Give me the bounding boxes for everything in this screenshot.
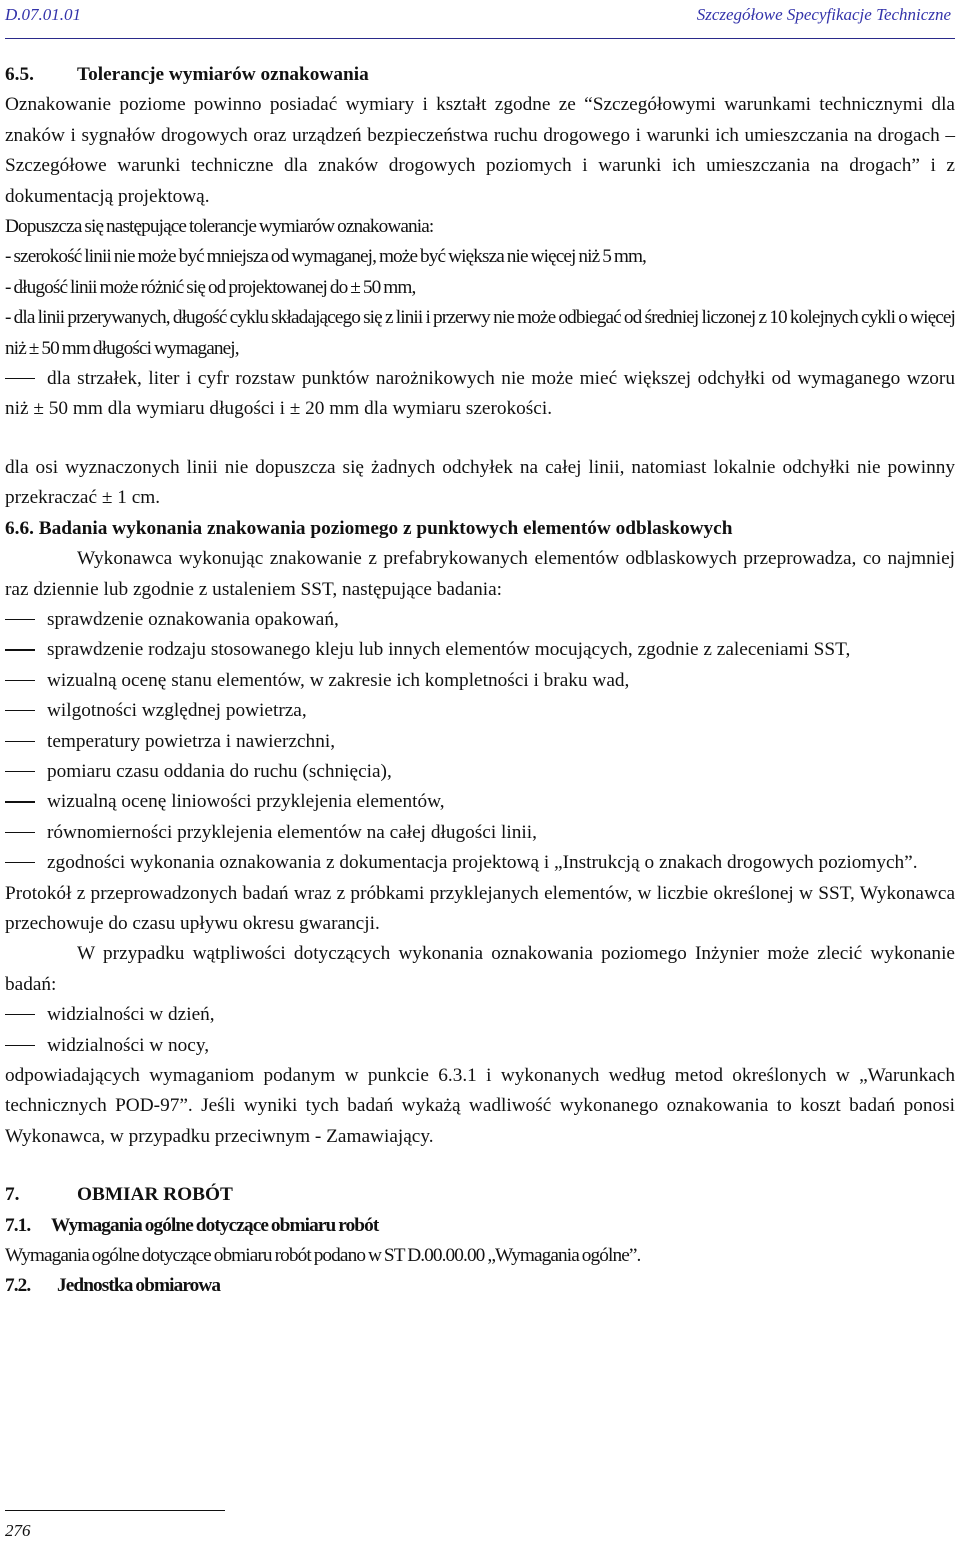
page-number: 276 [5,1521,31,1540]
tolerances-lead: Dopuszcza się następujące tolerancje wymiarów oznakowania: [5,216,434,238]
section-7-1-text: Wymagania ogólne dotyczące obmiaru robót podano w ST D.00.00.00 „Wymagania ogólne”. [5,1245,641,1267]
axis-tolerance-paragraph: dla osi wyznaczonych linii nie dopuszcza się żadnych odchyłek na całej linii, natomiast lokalnie odchyłki nie powinny przekraczać ± 1 cm. [5,456,955,509]
page-footer [5,1510,225,1541]
closing-paragraph: odpowiadających wymaganiom podanym w punkcie 6.3.1 i wykonanych według metod określonych w „Warunkach technicznych POD-97”. Jeśli wyniki tych badań wykażą wadliwość wykonanego oznakowania to koszt badań ponosi Wykonawca, w przypadku przeciwnym - Zamawiający. [5,1065,955,1147]
doubts-paragraph: W przypadku wątpliwości dotyczących wykonania oznakowania poziomego Inżynier może zlecić wykonanie badań: [5,943,955,995]
section-7-2-heading [5,1271,955,1301]
list-item: zgodności wykonania oznakowania z dokumentacja projektową i „Instrukcją o znakach drogowych poziomych”. [5,848,955,878]
dash-bullet [5,862,35,863]
tolerance-item: - szerokość linii nie może być mniejsza od wymaganej, może być większa nie więcej niż 5 mm, [5,246,646,268]
section-6-6-intro: Wykonawca wykonując znakowanie z prefabrykowanych elementów odblaskowych przeprowadza, co najmniej raz dziennie lub zgodnie z ustaleniem SST, następujące badania: [5,548,955,600]
section-title: OBMIAR ROBÓT [77,1184,233,1206]
protocol-paragraph: Protokół z przeprowadzonych badań wraz z próbkami przyklejanych elementów, w liczbie określonej w SST, Wykonawca przechowuje do czasu upływu okresu gwarancji. [5,882,955,934]
section-title: Jednostka obmiarowa [57,1275,221,1297]
list-item: widzialności w nocy, [5,1031,955,1061]
list-item: sprawdzenie oznakowania opakowań, [5,605,955,635]
section-6-5-heading [5,60,955,90]
dash-bullet [5,680,35,681]
section-6-6-heading [5,514,955,544]
list-item: temperatury powietrza i nawierzchni, [5,727,955,757]
dash-bullet [5,741,35,742]
tolerance-item: - dla linii przerywanych, długość cyklu składającego się z linii i przerwy nie może odbiegać od średniej liczonej z 10 kolejnych cykli o więcej niż ± 50 mm długości wymaganej, [5,307,955,359]
tolerance-item: - długość linii może różnić się od projektowanej do ± 50 mm, [5,276,416,298]
section-7-heading [5,1180,955,1210]
section-6-5-intro: Oznakowanie poziome powinno posiadać wymiary i kształt zgodne ze “Szczegółowymi warunkami technicznymi dla znaków i sygnałów drogowych oraz urządzeń bezpieczeństwa ruchu drogowego i warunki ich umieszczania na drogach – Szczegółowe warunki techniczne dla znaków drogowych poziomych i warunki ich umieszczania na drogach” i z dokumentacją projektową. [5,94,955,207]
dash-bullet [5,771,35,772]
dash-bullet [5,832,35,833]
list-item: równomierności przyklejenia elementów na całej długości linii, [5,818,955,848]
section-number: 6.5. [5,64,34,85]
section-number: 6.6. [5,517,34,539]
list-item: sprawdzenie rodzaju stosowanego kleju lub innych elementów mocujących, zgodnie z zaleceniami SST, [5,635,955,665]
page-header [5,0,955,39]
list-item: widzialności w dzień, [5,1000,955,1030]
section-title: Wymagania ogólne dotyczące obmiaru robót [51,1214,379,1236]
list-item: wilgotności względnej powietrza, [5,696,955,726]
list-item: wizualną ocenę stanu elementów, w zakresie ich kompletności i braku wad, [5,666,955,696]
section-number: 7.2. [5,1275,31,1297]
visibility-tests-list [5,1000,955,1061]
section-number: 7. [5,1184,20,1206]
header-doc-code: D.07.01.01 [5,5,82,24]
dash-bullet [5,649,35,650]
section-7-1-heading [5,1211,955,1241]
dash-bullet [5,1014,35,1015]
dash-bullet [5,378,35,379]
section-title: Tolerancje wymiarów oznakowania [77,64,369,85]
tests-list [5,605,955,879]
section-number: 7.1. [5,1214,31,1236]
document-body [5,60,955,1302]
header-doc-title: Szczegółowe Specyfikacje Techniczne [696,5,951,24]
dash-bullet [5,801,35,802]
list-item: wizualną ocenę liniowości przyklejenia elementów, [5,787,955,817]
tolerance-item: dla strzałek, liter i cyfr rozstaw punktów narożnikowych nie może mieć większej odchyłki od wymaganego wzoru niż ± 50 mm dla wymiaru długości i ± 20 mm dla wymiaru szerokości. [5,368,955,420]
list-item: pomiaru czasu oddania do ruchu (schnięcia), [5,757,955,787]
dash-bullet [5,710,35,711]
dash-bullet [5,619,35,620]
section-title: Badania wykonania znakowania poziomego z punktowych elementów odblaskowych [38,517,733,539]
dash-bullet [5,1045,35,1046]
